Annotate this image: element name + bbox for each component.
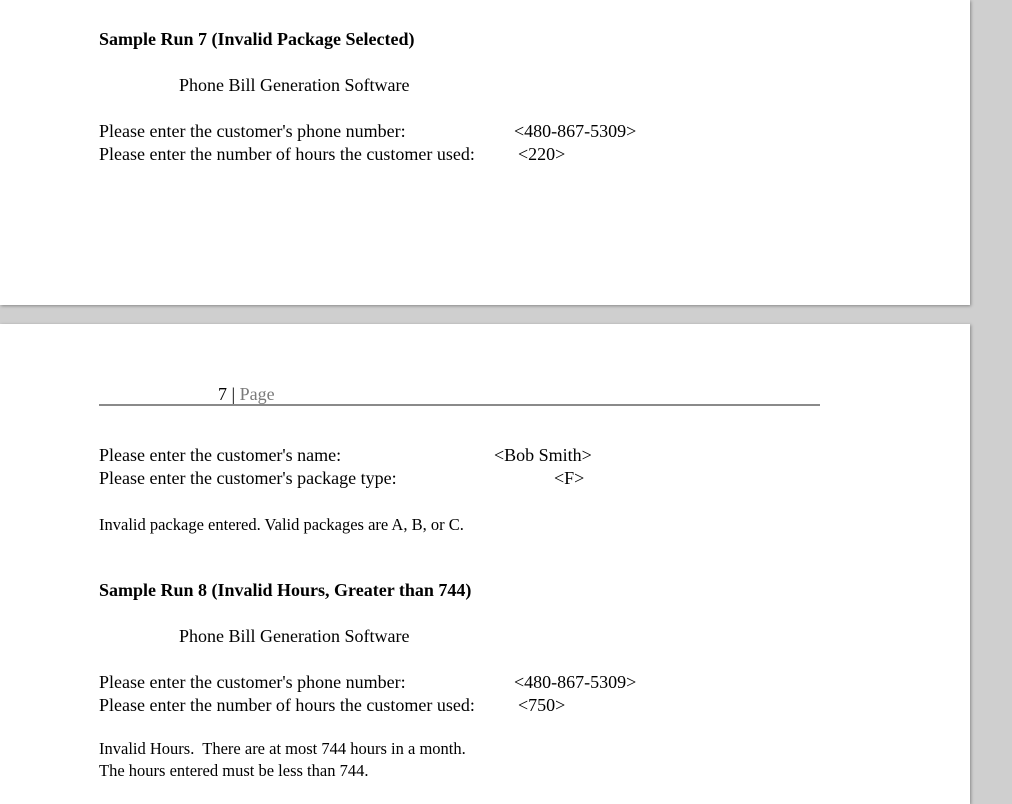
run8-app-title: Phone Bill Generation Software [179,626,410,646]
run7-app-title: Phone Bill Generation Software [179,75,410,95]
run8-heading: Sample Run 8 (Invalid Hours, Greater than 744) [99,580,472,600]
page-separator: | [231,384,236,404]
document-page-bottom [0,324,970,804]
run8-error-line-2: The hours entered must be less than 744. [99,761,369,780]
run8-error-line-1: Invalid Hours. There are at most 744 hours in a month. [99,739,466,758]
run8-hours-prompt: Please enter the number of hours the customer used: [99,695,475,715]
document-page-top [0,0,970,305]
run7-name-prompt: Please enter the customer's name: [99,445,342,465]
page-number: 7 [218,384,227,404]
page-word: Page [239,384,275,404]
run7-package-value: <F> [554,468,585,488]
run8-phone-prompt: Please enter the customer's phone number: [99,672,406,692]
run7-hours-value: <220> [518,144,566,164]
run7-name-value: <Bob Smith> [494,445,592,465]
run7-phone-prompt: Please enter the customer's phone number: [99,121,406,141]
run8-phone-value: <480-867-5309> [514,672,637,692]
run7-package-prompt: Please enter the customer's package type: [99,468,397,488]
run7-error-message: Invalid package entered. Valid packages are A, B, or C. [99,515,464,534]
run7-hours-prompt: Please enter the number of hours the customer used: [99,144,475,164]
run7-phone-value: <480-867-5309> [514,121,637,141]
page-footer [218,383,275,405]
run8-hours-value: <750> [518,695,566,715]
run7-heading: Sample Run 7 (Invalid Package Selected) [99,29,415,49]
footer-rule [99,404,820,406]
